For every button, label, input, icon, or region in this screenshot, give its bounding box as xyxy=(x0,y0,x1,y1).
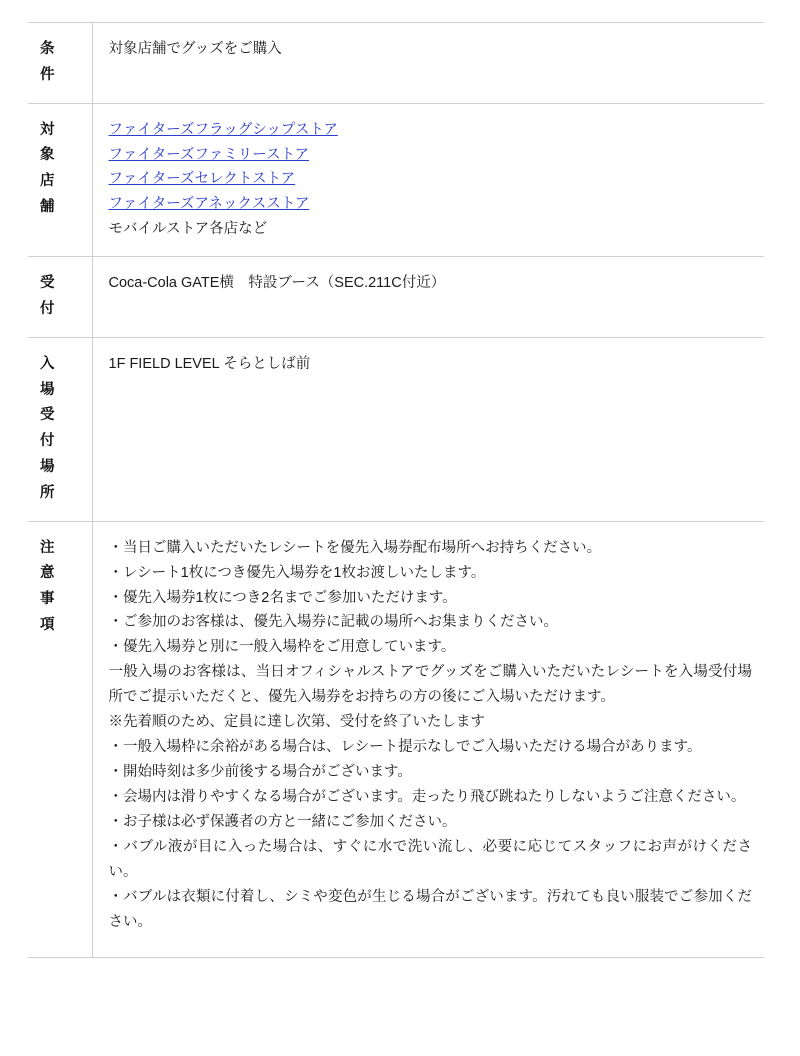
note-line: ・お子様は必ず保護者の方と一緒にご参加ください。 xyxy=(108,813,457,830)
row-label-stores xyxy=(28,103,92,257)
note-line: ・当日ご購入いただいたレシートを優先入場券配布場所へお持ちください。 xyxy=(108,539,602,556)
entrance-location-text: 1F FIELD LEVEL そらとしば前 xyxy=(108,355,311,372)
note-line: ・優先入場券1枚につき2名までご参加いただけます。 xyxy=(108,589,457,606)
row-label-text: 入場受付場所 xyxy=(40,355,55,501)
row-label-entrance xyxy=(28,337,92,521)
row-content-notes xyxy=(92,521,764,957)
note-line: ・バブル液が目に入った場合は、すぐに水で洗い流し、必要に応じてスタッフにお声がけください。 xyxy=(108,838,752,880)
note-line: ・会場内は滑りやすくなる場合がございます。走ったり飛び跳ねたりしないようご注意ください。 xyxy=(108,789,746,806)
store-link-family[interactable]: ファイターズファミリーストア xyxy=(108,146,310,163)
row-label-text: 条件 xyxy=(40,41,55,83)
reception-location-text: Coca-Cola GATE横 特設ブース（SEC.211C付近） xyxy=(108,275,446,292)
note-line: ・開始時刻は多少前後する場合がございます。 xyxy=(108,764,412,781)
note-line: ・ご参加のお客様は、優先入場券に記載の場所へお集まりください。 xyxy=(108,614,558,631)
store-mobile-note: モバイルストア各店など xyxy=(108,221,268,238)
note-line: ・レシート1枚につき優先入場券を1枚お渡しいたします。 xyxy=(108,564,486,581)
table-row-notes xyxy=(28,521,764,957)
event-details-table xyxy=(28,22,764,958)
row-content-reception xyxy=(92,257,764,338)
store-link-flagship[interactable]: ファイターズフラッグシップストア xyxy=(108,121,338,138)
row-label-text: 注意事項 xyxy=(40,539,55,634)
row-label-text: 受付 xyxy=(40,275,55,318)
store-link-select[interactable]: ファイターズセレクトストア xyxy=(108,171,296,188)
row-label-reception xyxy=(28,257,92,338)
row-content-entrance xyxy=(92,337,764,521)
table-row-entrance xyxy=(28,337,764,521)
row-label-text: 対象店舗 xyxy=(40,121,55,215)
note-line: ・バブルは衣類に付着し、シミや変色が生じる場合がございます。汚れても良い服装でご参加ください。 xyxy=(108,888,752,930)
store-link-annex[interactable]: ファイターズアネックスストア xyxy=(108,196,310,213)
note-line: ・一般入場枠に余裕がある場合は、レシート提示なしでご入場いただける場合があります。 xyxy=(108,739,702,756)
note-line: ・優先入場券と別に一般入場枠をご用意しています。 xyxy=(108,639,456,656)
row-label-notes xyxy=(28,521,92,957)
note-line: ※先着順のため、定員に達し次第、受付を終了いたします xyxy=(108,714,485,731)
table-row-stores xyxy=(28,103,764,257)
table-row-condition xyxy=(28,23,764,104)
table-row-reception xyxy=(28,257,764,338)
condition-text: 対象店舗でグッズをご購入 xyxy=(108,41,282,57)
row-label-condition xyxy=(28,23,92,104)
row-content-stores xyxy=(92,103,764,257)
row-content-condition xyxy=(92,23,764,104)
note-line: 一般入場のお客様は、当日オフィシャルストアでグッズをご購入いただいたレシートを入場受付場所でご提示いただくと、優先入場券をお持ちの方の後にご入場いただけます。 xyxy=(108,664,752,706)
